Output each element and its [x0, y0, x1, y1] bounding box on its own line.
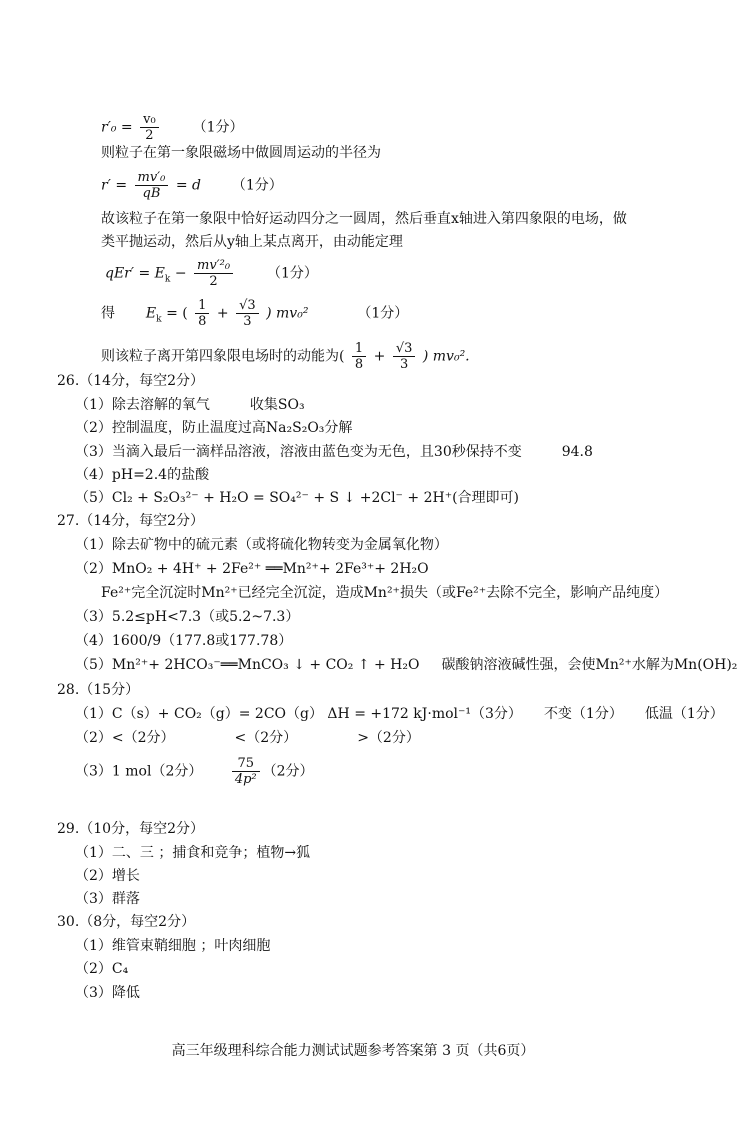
eq5-plus: + — [373, 348, 386, 365]
paragraph-line-1: 故该粒子在第一象限中恰好运动四分之一圆周，然后垂直x轴进入第四象限的电场，做 — [101, 211, 627, 227]
q29-answer-2: （2）增长 — [75, 868, 140, 884]
eq5-tail: ) mv₀². — [422, 348, 470, 365]
eq5-f2den: 3 — [399, 357, 409, 372]
eq4-prefix: 得 — [101, 305, 115, 322]
q28-a3a: （3）1 mol（2分） — [75, 763, 203, 780]
text-radius: 则粒子在第一象限磁场中做圆周运动的半径为 — [101, 145, 381, 161]
equation-ek — [101, 298, 408, 329]
eq3-lhs: qEr′ = E — [105, 265, 165, 282]
q26-answer-5: （5）Cl₂ + S₂O₃²⁻ + H₂O = SO₄²⁻ + S ↓ +2Cl⁻ + 2H⁺(合理即可) — [75, 490, 520, 506]
equation-energy — [105, 258, 318, 289]
q27-answer-3: （3）5.2≤pH<7.3（或5.2~7.3） — [75, 609, 300, 625]
q26-answer-2: （2）控制温度，防止温度过高Na₂S₂O₃分解 — [75, 420, 353, 436]
q29-heading: 29.（10分，每空2分） — [57, 821, 204, 837]
q26-a1: （1）除去溶解的氧气 — [75, 397, 210, 413]
eq5-f2num: √3 — [393, 341, 416, 357]
eq2-lhs: r′ = — [101, 177, 128, 194]
q26-answer-1 — [75, 396, 305, 414]
eq4-frac2 — [236, 298, 259, 329]
q27-a5b: 碳酸钠溶液碱性强，会使Mn²⁺水解为Mn(OH)₂ — [441, 657, 737, 673]
eq4-sub: k — [156, 314, 162, 325]
eq1-den: 2 — [145, 128, 154, 143]
q30-answer-1: （1）维管束鞘细胞 ；叶肉细胞 — [75, 938, 271, 954]
q28-a1b: 不变（1分） — [543, 706, 623, 722]
eq5-frac2 — [393, 341, 416, 372]
eq3-minus: − — [174, 265, 187, 282]
q26-answer-3 — [75, 443, 593, 461]
q27-answer-2b: Fe²⁺完全沉淀时Mn²⁺已经完全沉淀，造成Mn²⁺损失（或Fe²⁺去除不完全，影响产品纯度） — [101, 585, 669, 601]
q27-answer-5 — [75, 656, 737, 674]
q28-heading: 28.（15分） — [57, 682, 140, 698]
eq1-lhs: r′₀ = — [101, 119, 133, 136]
q30-answer-3: （3）降低 — [75, 985, 140, 1001]
eq4-f2den: 3 — [243, 314, 252, 329]
q26-a3b: 94.8 — [561, 444, 593, 460]
q28-answer-3 — [75, 756, 314, 787]
eq2-score: （1分） — [231, 177, 283, 194]
q26-a3: （3）当滴入最后一滴样品溶液，溶液由蓝色变为无色，且30秒保持不变 — [75, 444, 522, 460]
eq4-tail: ) mv₀² — [266, 305, 309, 322]
eq1-fraction — [140, 112, 159, 143]
eq4-f1den: 8 — [198, 314, 207, 329]
page-footer: 高三年级理科综合能力测试试题参考答案第 3 页（共6页） — [171, 1043, 535, 1059]
eq4-plus: + — [216, 305, 229, 322]
q28-a2a: （2）<（2分） — [75, 730, 175, 746]
q28-a1: （1）C（s）+ CO₂（g）= 2CO（g） ΔH = +172 kJ·mol⁻¹（3分） — [75, 706, 522, 722]
eq5-frac1 — [352, 341, 366, 372]
eq3-sub: k — [164, 274, 171, 285]
eq4-frac1 — [195, 298, 209, 329]
q27-heading: 27.（14分，每空2分） — [57, 513, 204, 529]
eq2-den: qB — [142, 186, 161, 201]
eq2-num: mv′₀ — [135, 170, 169, 186]
paragraph-line-2: 类平抛运动，然后从y轴上某点离开，由动能定理 — [101, 234, 403, 250]
eq3-num: mv′²₀ — [194, 258, 233, 274]
eq1-score: （1分） — [192, 119, 244, 136]
eq5-f1den: 8 — [354, 357, 364, 372]
q28-a3den: 4p² — [234, 772, 257, 787]
eq2-rhs: = d — [175, 177, 201, 194]
equation-r — [101, 170, 283, 201]
eq4-f1num: 1 — [195, 298, 209, 314]
q29-answer-3: （3）群落 — [75, 891, 140, 907]
q28-fraction — [232, 756, 260, 787]
q27-answer-4: （4）1600/9（177.8或177.78） — [75, 633, 293, 649]
q28-a3c: （2分） — [262, 763, 314, 780]
equation-r0 — [101, 112, 244, 143]
eq4-lhs: E — [145, 305, 157, 322]
q29-answer-1: （1）二、三 ；捕食和竞争；植物→狐 — [75, 845, 311, 861]
eq3-score: （1分） — [266, 265, 318, 282]
eq5-f1num: 1 — [352, 341, 366, 357]
eq4-score: （1分） — [357, 305, 409, 322]
q28-a3num: 75 — [232, 756, 260, 772]
equation-final-energy — [101, 341, 470, 372]
eq4-f2num: √3 — [236, 298, 259, 314]
eq3-fraction — [194, 258, 233, 289]
q26-answer-4: （4）pH=2.4的盐酸 — [75, 467, 210, 483]
eq4-eq: = ( — [166, 305, 188, 322]
eq5-text: 则该粒子离开第四象限电场时的动能为( — [101, 348, 345, 365]
q28-a1c: 低温（1分） — [644, 706, 724, 722]
q28-a2c: >（2分） — [357, 730, 420, 746]
q27-answer-2: （2）MnO₂ + 4H⁺ + 2Fe²⁺ ══Mn²⁺+ 2Fe³⁺+ 2H₂O — [75, 561, 429, 577]
q26-a1b: 收集SO₃ — [249, 397, 305, 413]
eq3-den: 2 — [209, 274, 218, 289]
q30-heading: 30.（8分，每空2分） — [57, 914, 196, 930]
q28-a2b: <（2分） — [234, 730, 298, 746]
q27-answer-1: （1）除去矿物中的硫元素（或将硫化物转变为金属氧化物） — [75, 537, 448, 553]
eq2-fraction — [135, 170, 169, 201]
q27-a5: （5）Mn²⁺+ 2HCO₃⁻══MnCO₃ ↓ + CO₂ ↑ + H₂O — [75, 657, 420, 673]
q28-answer-1 — [75, 705, 724, 723]
q26-heading: 26.（14分，每空2分） — [57, 373, 204, 389]
q30-answer-2: （2）C₄ — [75, 961, 129, 977]
q28-answer-2 — [75, 729, 420, 747]
eq1-num: v₀ — [140, 112, 159, 128]
